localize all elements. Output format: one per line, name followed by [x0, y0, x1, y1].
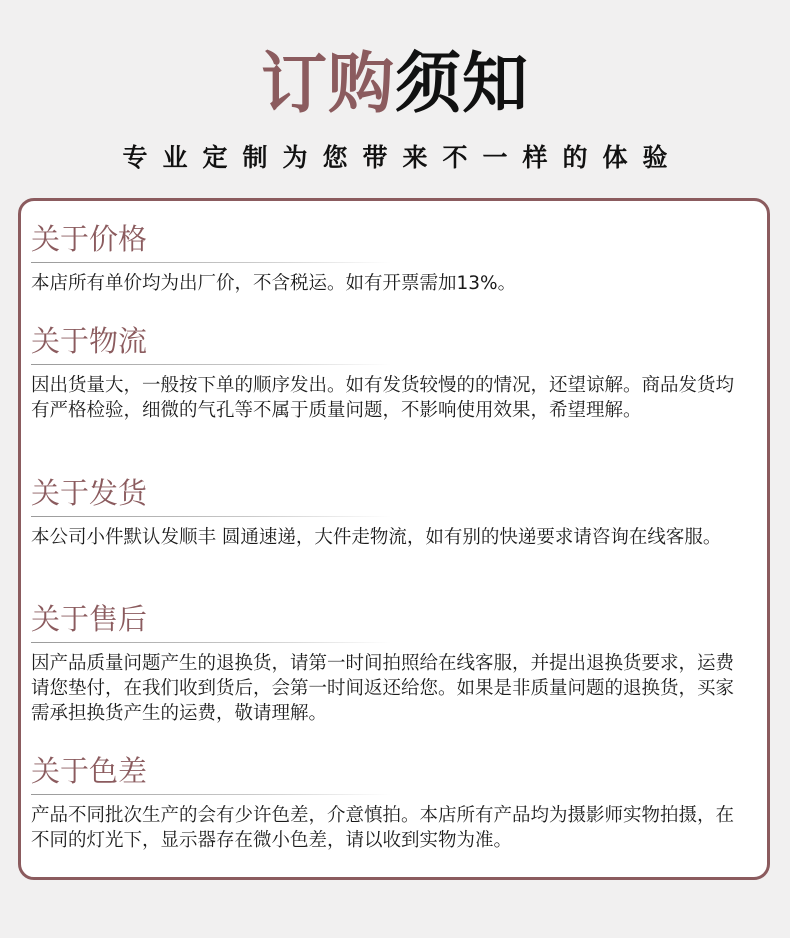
- notice-panel: [18, 198, 770, 880]
- page-subtitle: 专业定制为您带来不一样的体验: [122, 143, 683, 172]
- section-body: 本店所有单价均为出厂价，不含税运。如有开票需加13%。: [31, 273, 517, 294]
- section-body: 产品不同批次生产的会有少许色差，介意慎拍。本店所有产品均为摄影师实物拍摄，在不同的灯光下，显示器存在微小色差，请以收到实物为准。: [31, 805, 735, 851]
- section-color-difference: [31, 751, 751, 853]
- section-body: 因出货量大，一般按下单的顺序发出。如有发货较慢的的情况，还望谅解。商品发货均有严格检验，细微的气孔等不属于质量问题，不影响使用效果，希望理解。: [31, 375, 735, 421]
- page-title-main: 须知: [395, 45, 529, 122]
- section-title: 关于发货: [31, 476, 148, 510]
- section-title: 关于色差: [31, 754, 148, 788]
- section-body: 本公司小件默认发顺丰 圆通速递，大件走物流，如有别的快递要求请咨询在线客服。: [31, 527, 722, 548]
- section-price: [31, 219, 751, 296]
- section-shipping: [31, 473, 751, 550]
- section-divider: [31, 516, 391, 517]
- section-divider: [31, 262, 391, 263]
- section-body: 因产品质量问题产生的退换货，请第一时间拍照给在线客服，并提出退换货要求，运费请您垫付，在我们收到货后，会第一时间返还给您。如果是非质量问题的退换货，买家需承担换货产生的运费，敬请理解。: [31, 653, 735, 724]
- section-divider: [31, 364, 391, 365]
- section-title: 关于售后: [31, 602, 148, 636]
- page-title: [0, 42, 790, 126]
- section-divider: [31, 642, 391, 643]
- page-title-accent: 订购: [261, 45, 395, 122]
- section-title: 关于价格: [31, 222, 148, 256]
- section-logistics: [31, 321, 751, 423]
- section-divider: [31, 794, 391, 795]
- section-title: 关于物流: [31, 324, 148, 358]
- section-after-sales: [31, 599, 751, 726]
